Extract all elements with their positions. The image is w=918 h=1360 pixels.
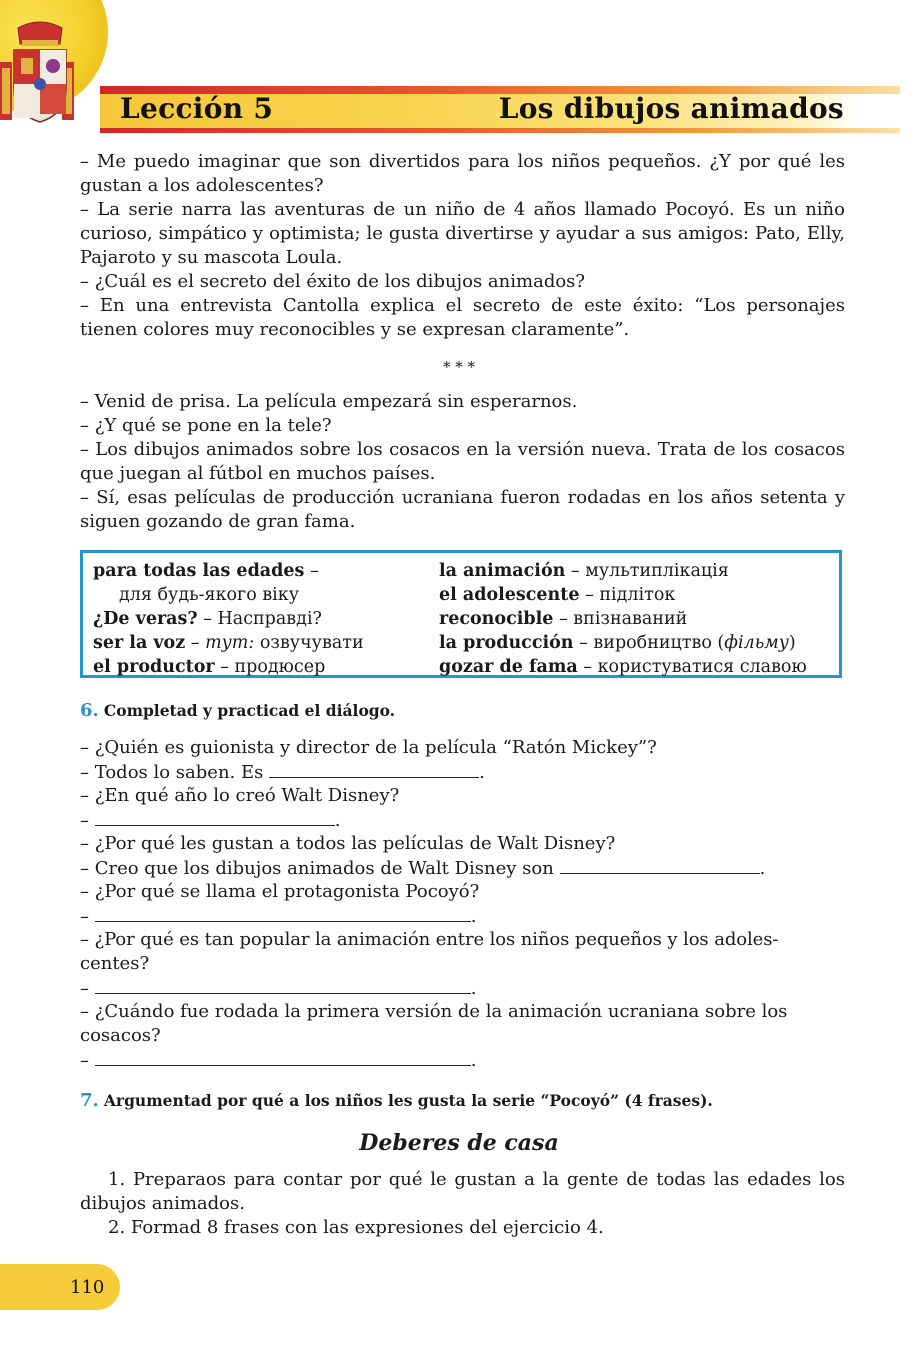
exercise-line: – ¿Por qué se llama el protagonista Pocoyó? [80,881,480,902]
vocab-entry: reconocible – впізнаваний [439,609,688,629]
vocab-entry: ¿De veras? – Насправді? [93,609,322,629]
answer-blank[interactable] [269,760,479,778]
homework-title: Deberes de casa [359,1130,559,1156]
exercise-line: – Todos lo saben. Es . [80,762,485,783]
vocab-entry: el adolescente – підліток [439,585,676,605]
header-band-bottom [100,128,900,133]
vocab-entry: la producción – виробництво (фільму) [439,633,796,653]
dialogue-line: – Los dibujos animados sobre los cosacos en la versión nueva. Trata de los cosacos que juegan al fútbol en muchos países. [80,439,845,484]
vocab-entry-continuation: для будь-якого віку [119,585,300,605]
exercise-line: – . [80,906,477,927]
exercise-title: Argumentad por qué a los niños les gusta la serie “Pocoyó” (4 frases). [103,1091,713,1110]
dialogue-line: – ¿Cuál es el secreto del éxito de los dibujos animados? [80,271,586,292]
vocabulary-column-right [439,559,807,679]
answer-blank[interactable] [95,904,471,922]
answer-blank[interactable] [560,856,760,874]
dialogue-line: – Sí, esas películas de producción ucraniana fueron rodadas en los años setenta y siguen gozando de gran fama. [80,487,845,532]
exercise-line: centes? [80,953,150,974]
vocab-entry: la animación – мультиплікація [439,561,729,581]
section-separator: * * * [442,358,476,376]
exercise-number: 7. [80,1090,99,1111]
dialogue-line: – La serie narra las aventuras de un niño de 4 años llamado Pocoyó. Es un niño curioso, simpático y optimista; le gusta divertirse y ayudar a sus amigos: Pato, Elly, Pajaroto y su mascota Loula. [80,199,845,268]
vocab-entry: gozar de fama – користуватися славою [439,657,807,677]
lesson-topic: Los dibujos animados [498,92,844,125]
answer-blank[interactable] [95,976,471,994]
page-number: 110 [70,1277,105,1298]
exercise-title: Completad y practicad el diálogo. [103,701,396,720]
exercise-line: cosacos? [80,1025,161,1046]
exercise-6-heading [80,700,395,721]
dialogue-line: – Me puedo imaginar que son divertidos para los niños pequeños. ¿Y por qué les gustan a los adolescentes? [80,151,845,196]
homework-item: 2. Formad 8 frases con las expresiones del ejercicio 4. [108,1217,604,1238]
vocabulary-box [80,550,842,678]
answer-blank[interactable] [95,808,335,826]
vocab-entry: para todas las edades – [93,561,319,581]
exercise-line: – ¿Por qué les gustan a todos las películas de Walt Disney? [80,833,616,854]
exercise-line: – ¿Cuándo fue rodada la primera versión de la animación ucraniana sobre los [80,1001,788,1022]
dialogue-line: – En una entrevista Cantolla explica el secreto de este éxito: “Los personajes tienen colores muy reconocibles y se expresan claramente”. [80,295,845,340]
lesson-number: Lección 5 [120,92,274,125]
exercise-line: – Creo que los dibujos animados de Walt Disney son . [80,858,766,879]
dialogue-line: – ¿Y qué se pone en la tele? [80,415,332,436]
exercise-line: – ¿En qué año lo creó Walt Disney? [80,785,400,806]
dialogue-line: – Venid de prisa. La película empezará sin esperarnos. [80,391,578,412]
answer-blank[interactable] [95,1048,471,1066]
vocab-entry: el productor – продюсер [93,657,326,677]
exercise-number: 6. [80,700,99,721]
homework-item: 1. Preparaos para contar por qué le gustan a la gente de todas las edades los dibujos animados. [80,1169,845,1214]
vocab-entry: ser la voz – тут: озвучувати [93,633,364,653]
exercise-line: – . [80,810,341,831]
exercise-7-heading [80,1090,713,1111]
exercise-line: – ¿Quién es guionista y director de la película “Ratón Mickey”? [80,737,657,758]
exercise-line: – . [80,978,477,999]
vocabulary-column-left [93,559,364,679]
spain-coat-of-arms-icon [0,18,82,128]
exercise-line: – . [80,1050,477,1071]
exercise-line: – ¿Por qué es tan popular la animación entre los niños pequeños y los adoles- [80,929,779,950]
